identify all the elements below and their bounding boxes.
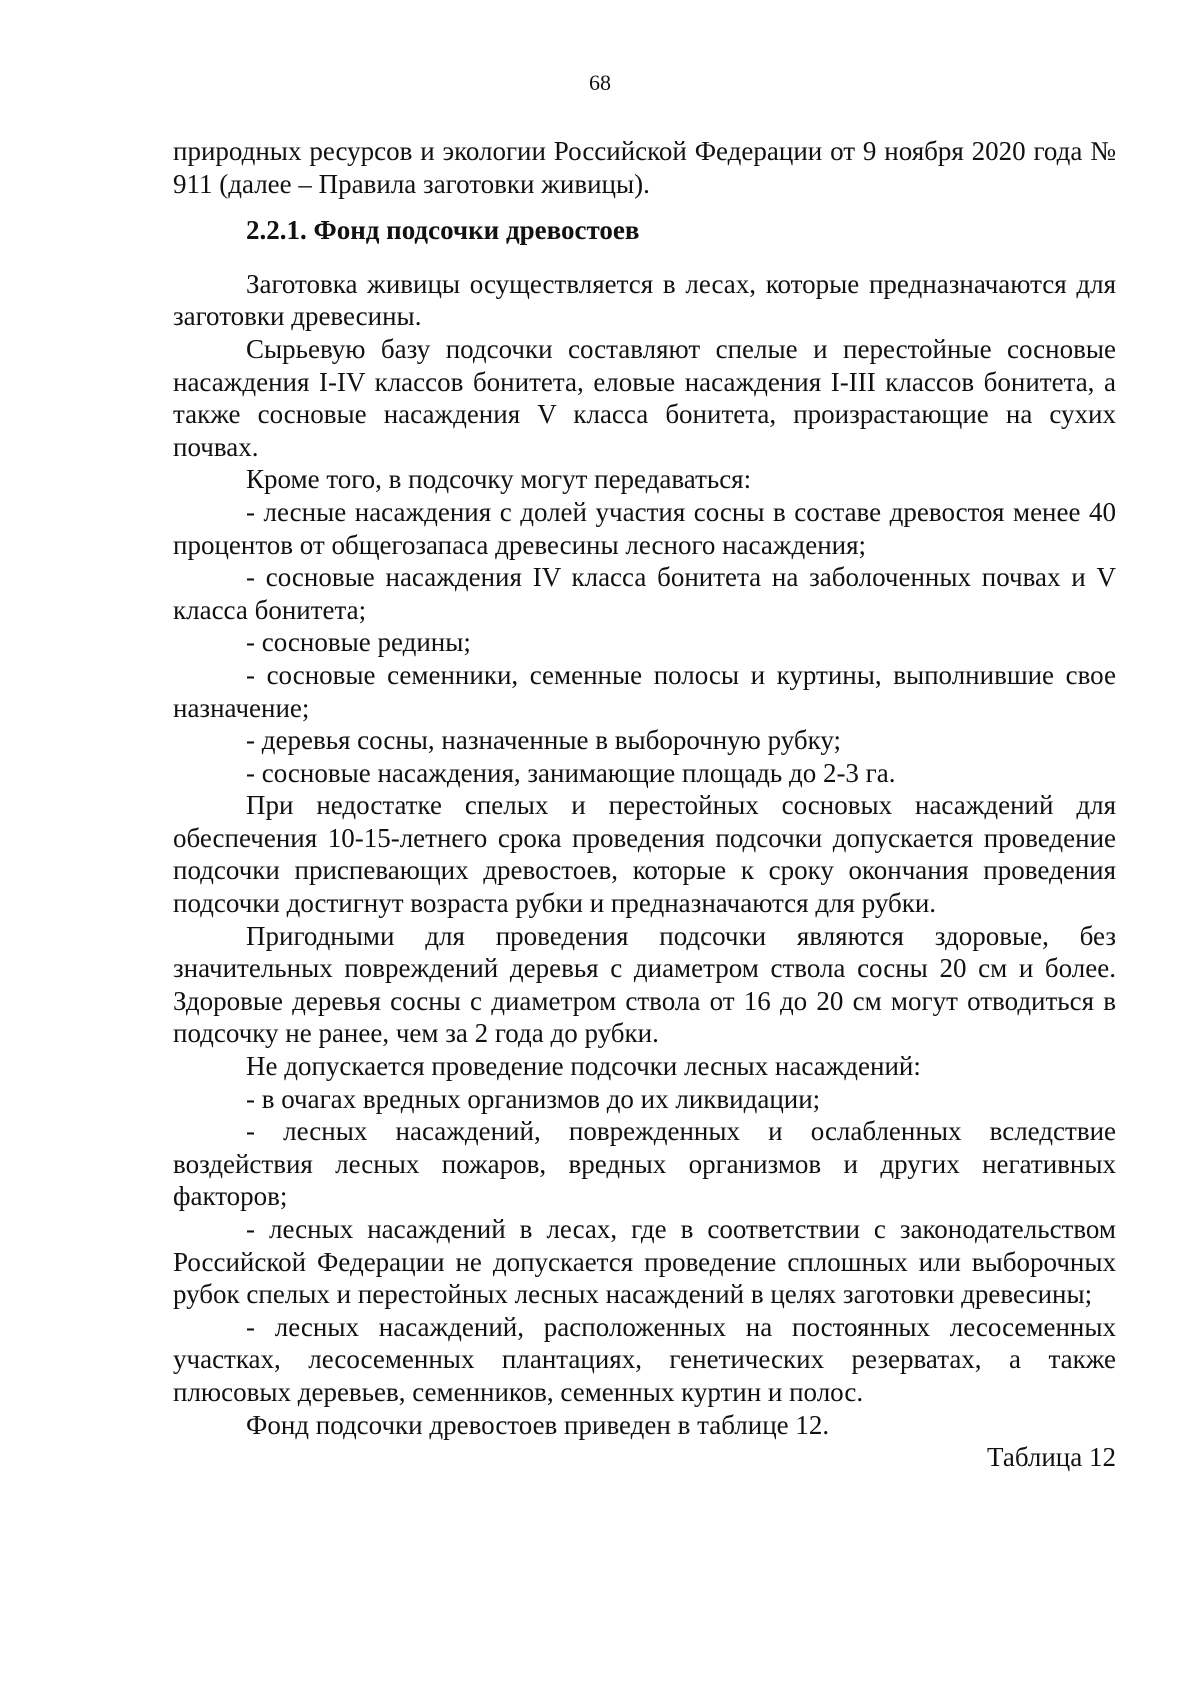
list-item: - лесные насаждения с долей участия сосны в составе древостоя менее 40 процентов от общегозапаса древесины лесного насаждения; <box>173 496 1116 560</box>
list-item: - сосновые редины; <box>246 627 471 658</box>
paragraph: Фонд подсочки древостоев приведен в таблице 12. <box>246 1409 830 1440</box>
list-item: - сосновые насаждения, занимающие площадь до 2-3 га. <box>246 757 896 788</box>
list-item: - деревья сосны, назначенные в выборочную рубку; <box>246 725 841 756</box>
list-item: - лесных насаждений, расположенных на постоянных лесосеменных участках, лесосеменных плантациях, генетических резерватах, а также плюсовых деревьев, семенников, семенных куртин и полос. <box>173 1311 1116 1407</box>
list-item: - лесных насаждений, поврежденных и ослабленных вследствие воздействия лесных пожаров, вредных организмов и других негативных факторов; <box>173 1116 1116 1212</box>
paragraph: Пригодными для проведения подсочки являются здоровые, без значительных повреждений деревья с диаметром ствола сосны 20 см и более. Здоровые деревья сосны с диаметром ствола от 16 до 20 см могут отводиться в подсочку не ранее, чем за 2 года до рубки. <box>173 920 1116 1049</box>
list-item: - сосновые насаждения IV класса бонитета на заболоченных почвах и V класса бонитета; <box>173 562 1116 625</box>
paragraph: Заготовка живицы осуществляется в лесах, которые предназначаются для заготовки древесины. <box>173 268 1116 332</box>
section-heading: 2.2.1. Фонд подсочки древостоев <box>246 215 640 246</box>
page-number: 68 <box>589 70 611 95</box>
paragraph: Кроме того, в подсочку могут передаваться: <box>246 464 752 495</box>
paragraph: Сырьевую базу подсочки составляют спелые и перестойные сосновые насаждения I-IV классов бонитета, еловые насаждения I-III классов бонитета, а также сосновые насаждения V класса бонитета, произрастающие на сухих почвах. <box>173 333 1116 462</box>
list-item: - в очагах вредных организмов до их ликвидации; <box>246 1083 821 1114</box>
table-label: Таблица 12 <box>987 1442 1116 1473</box>
paragraph-continuation: природных ресурсов и экологии Российской Федерации от 9 ноября 2020 года № 911 (далее – Правила заготовки живицы). <box>173 136 1116 199</box>
document-body <box>173 135 1116 1474</box>
list-item: - лесных насаждений в лесах, где в соответствии с законодательством Российской Федерации не допускается проведение сплошных или выборочных рубок спелых и перестойных лесных насаждений в целях заготовки древесины; <box>173 1214 1116 1310</box>
paragraph: Не допускается проведение подсочки лесных насаждений: <box>246 1051 921 1082</box>
list-item: - сосновые семенники, семенные полосы и куртины, выполнившие свое назначение; <box>173 659 1116 723</box>
paragraph: При недостатке спелых и перестойных сосновых насаждений для обеспечения 10-15-летнего срока проведения подсочки допускается проведение подсочки приспевающих древостоев, которые к сроку окончания проведения подсочки достигнут возраста рубки и предназначаются для рубки. <box>173 790 1116 919</box>
